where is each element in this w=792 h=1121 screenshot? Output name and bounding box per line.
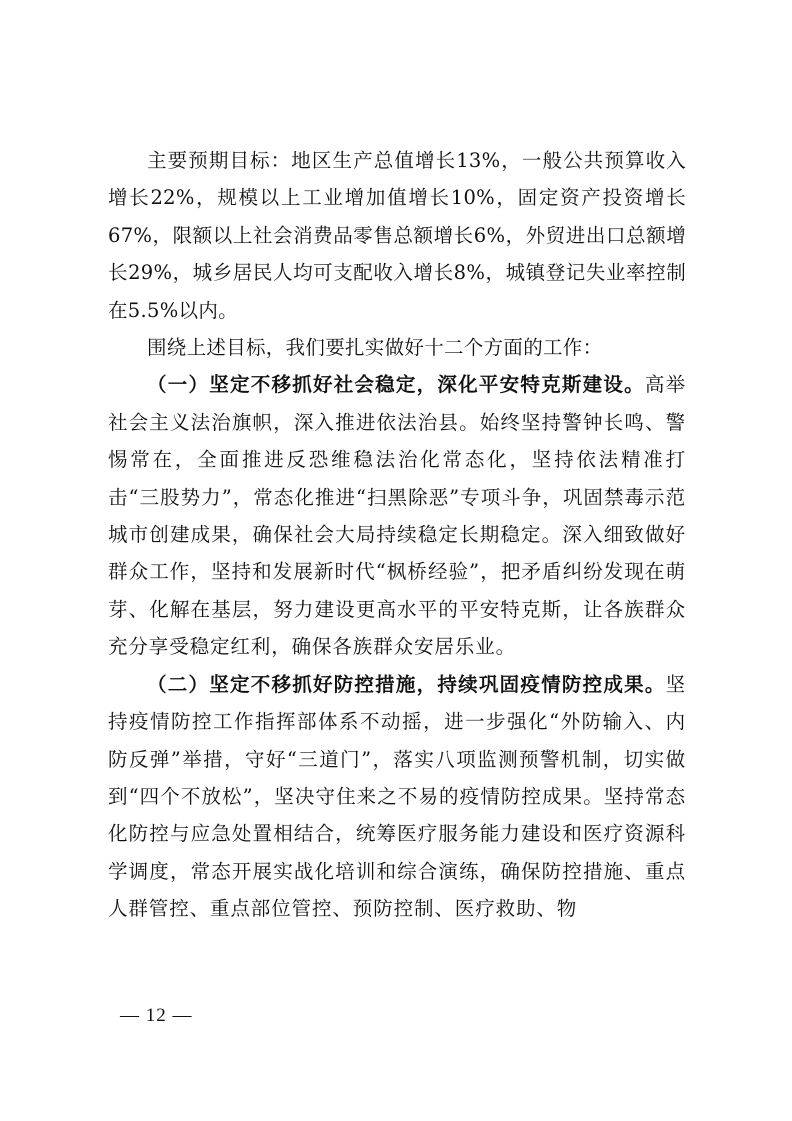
section-2-heading: （二）坚定不移抓好防控措施，持续巩固疫情防控成果。 [147,672,666,696]
paragraph-main-targets: 主要预期目标：地区生产总值增长13%，一般公共预算收入增长22%，规模以上工业增加值增长10%，固定资产投资增长67%，限额以上社会消费品零售总额增长6%，外贸进出口总额增长29%，城乡居民人均可支配收入增长8%，城镇登记失业率控制在5.5%以内。 [108,149,686,322]
paragraph-intro: 围绕上述目标，我们要扎实做好十二个方面的工作： [147,336,603,360]
document-body [108,142,686,928]
section-1-body: 高举社会主义法治旗帜，深入推进依法治县。始终坚持警钟长鸣、警惕常在，全面推进反恐维稳法治化常态化，坚持依法精准打击“三股势力”，常态化推进“扫黑除恶”专项斗争，巩固禁毒示范城市创建成果，确保社会大局持续稳定长期稳定。深入细致做好群众工作，坚持和发展新时代“枫桥经验”，把矛盾纠纷发现在萌芽、化解在基层，努力建设更高水平的平安特克斯，让各族群众充分享受稳定红利，确保各族群众安居乐业。 [108,373,686,659]
section-2-body: 坚持疫情防控工作指挥部体系不动摇，进一步强化“外防输入、内防反弹”举措，守好“三道门”，落实八项监测预警机制，切实做到“四个不放松”，坚决守住来之不易的疫情防控成果。坚持常态化防控与应急处置相结合，统筹医疗服务能力建设和医疗资源科学调度，常态开展实战化培训和综合演练，确保防控措施、重点人群管控、重点部位管控、预防控制、医疗救助、物 [108,672,686,921]
paragraph-section-2 [108,666,686,928]
page-number: — 12 — [120,1005,193,1026]
section-1-heading: （一）坚定不移抓好社会稳定，深化平安特克斯建设。 [147,373,645,397]
paragraph-section-1 [108,366,686,665]
